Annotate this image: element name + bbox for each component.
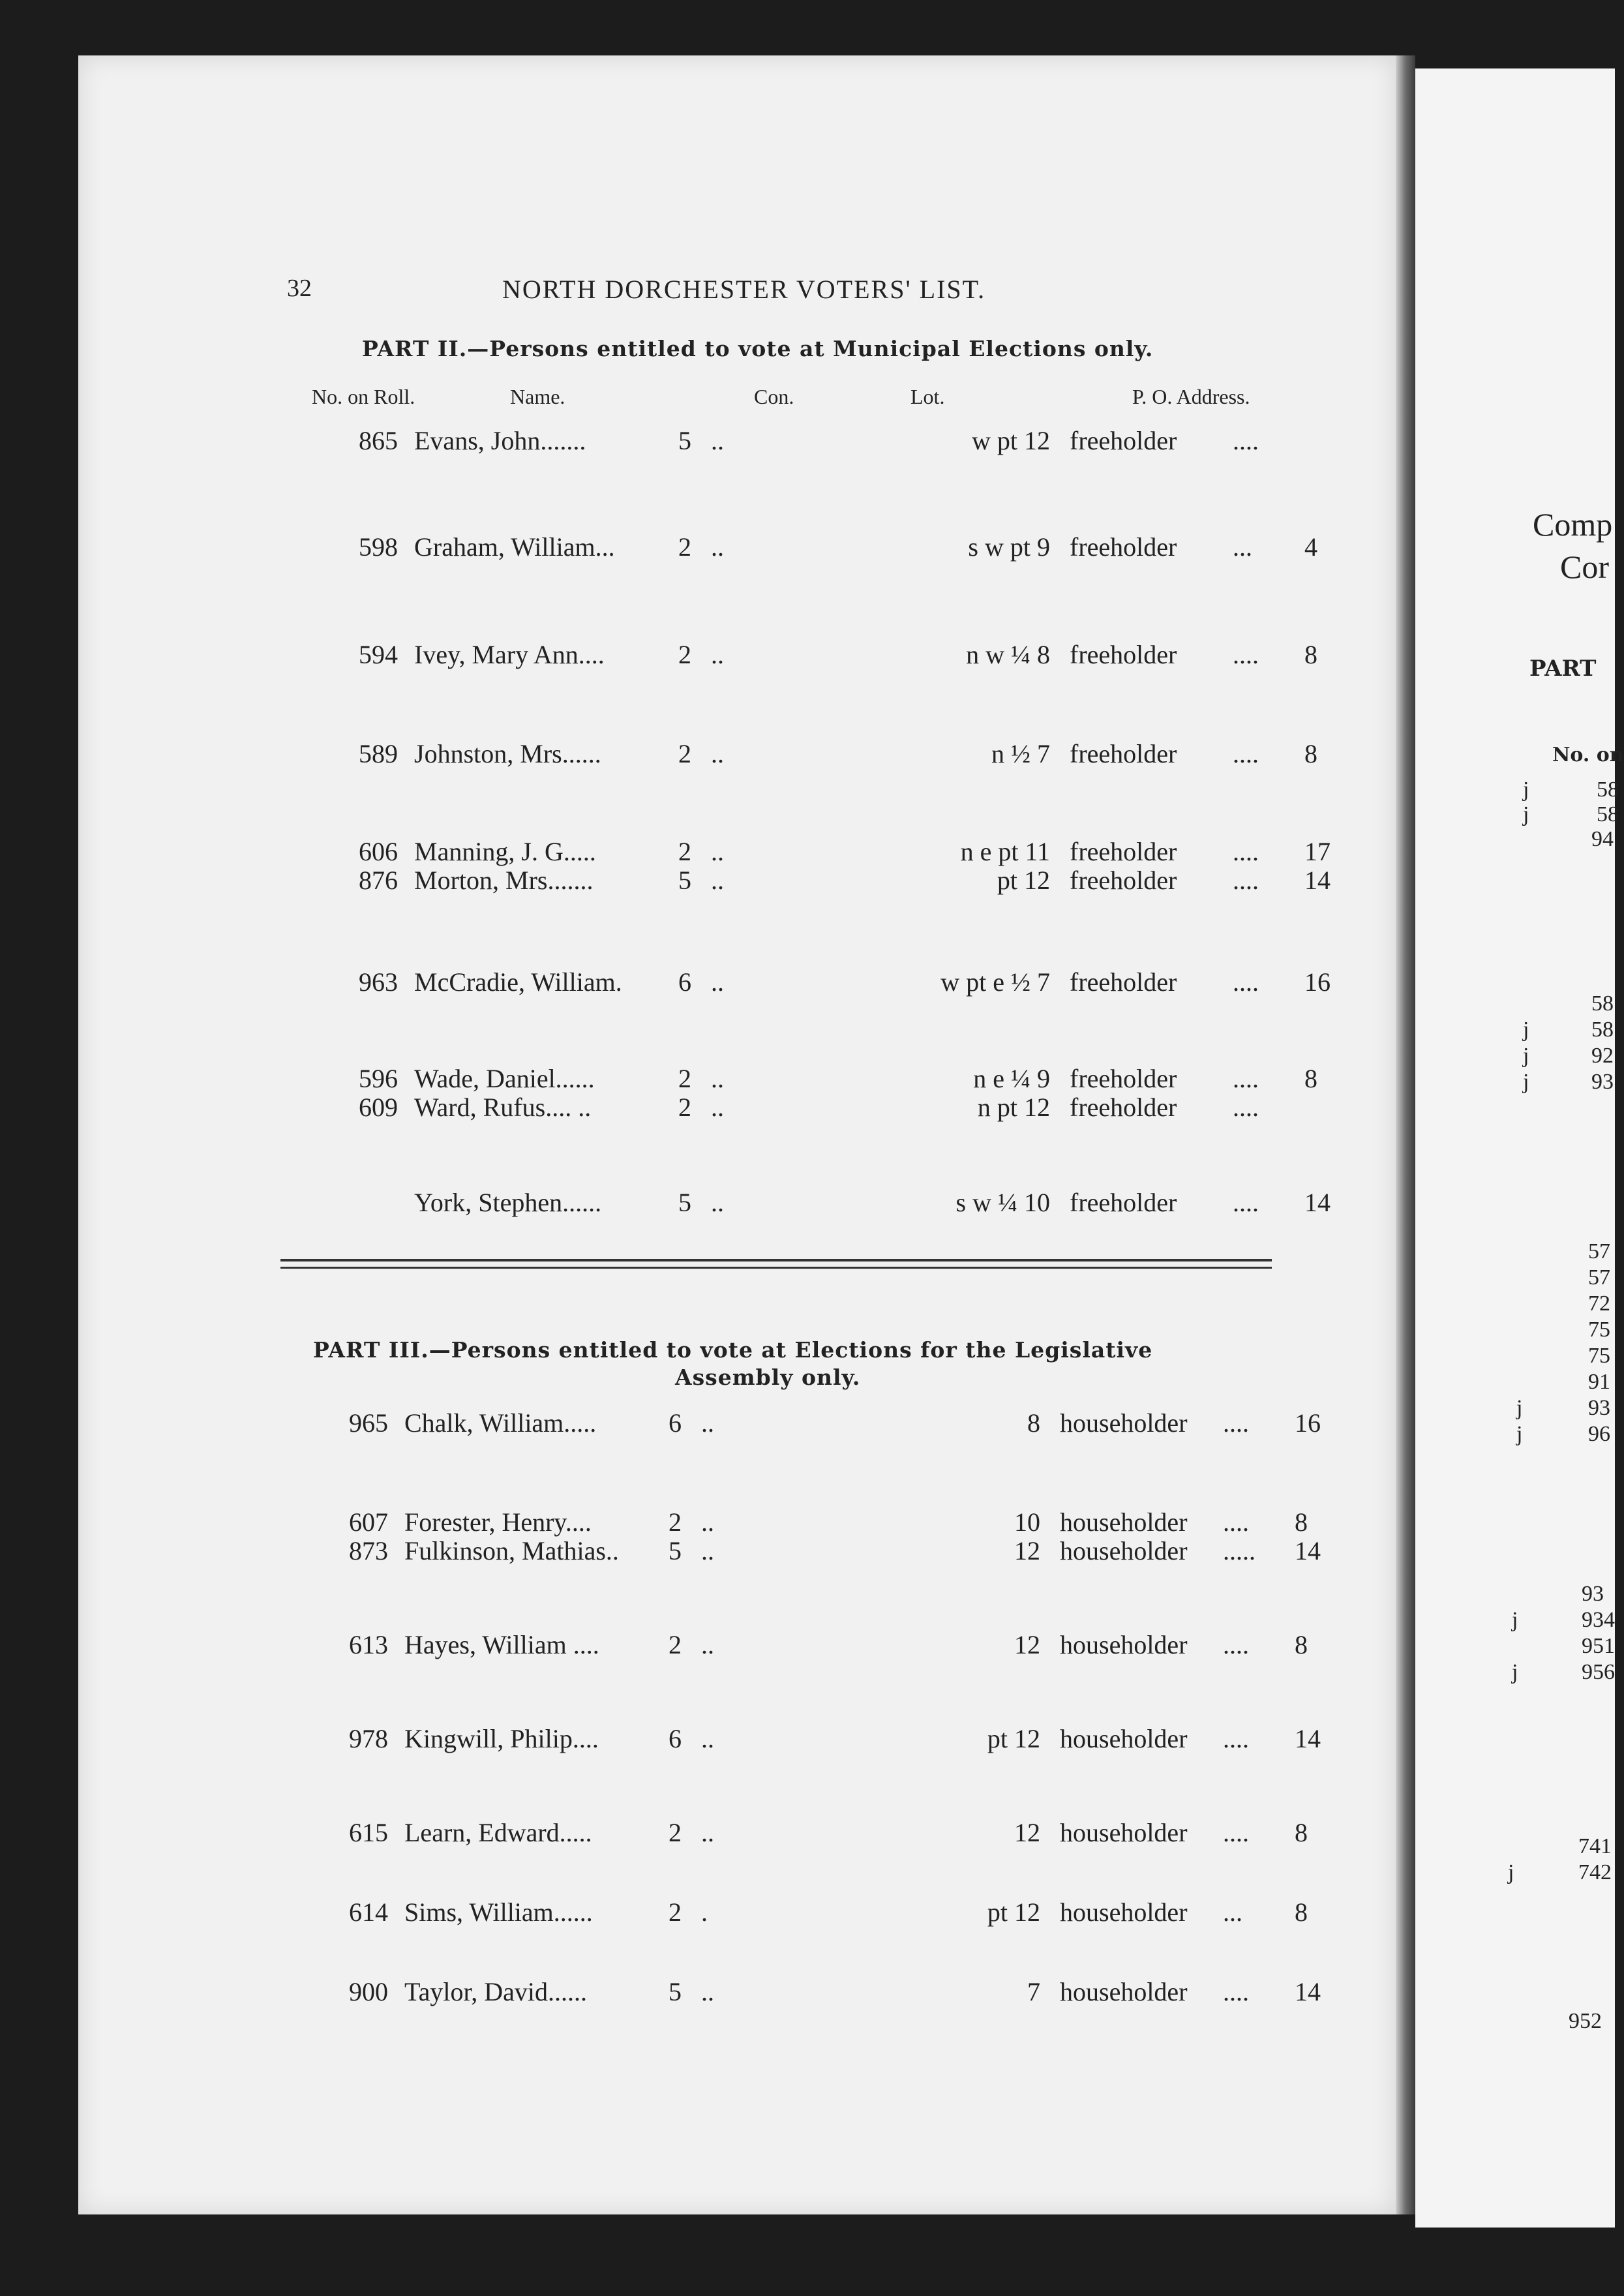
voter-name: Ivey, Mary Ann.... — [414, 640, 605, 669]
leader-dots: .. — [711, 739, 724, 768]
po-address: freeholder — [1070, 967, 1177, 997]
trailing-number: 8 — [1304, 739, 1317, 768]
leader-dots: .... — [1233, 1188, 1259, 1217]
concession: 2 — [678, 837, 691, 866]
po-address: freeholder — [1070, 1093, 1177, 1122]
roll-number: 58 — [1597, 778, 1619, 802]
juror-marker: j — [1523, 1018, 1529, 1042]
trailing-number: 8 — [1295, 1507, 1308, 1537]
lot: n e ¼ 9 — [973, 1064, 1050, 1093]
section-divider — [280, 1259, 1272, 1261]
roll-number: 93 — [1582, 1582, 1604, 1606]
juror-marker: j — [1523, 1070, 1529, 1094]
roll-number: 72 — [1588, 1292, 1610, 1316]
col-header-address: P. O. Address. — [1132, 385, 1250, 408]
leader-dots: .... — [1233, 866, 1259, 895]
po-address: freeholder — [1070, 426, 1177, 455]
part2-heading: PART II.—Persons entitled to vote at Municipal Elections only. — [362, 336, 1154, 361]
lot: 8 — [1027, 1408, 1040, 1438]
roll-number: 900 — [349, 1977, 388, 2006]
roll-number: 876 — [359, 866, 398, 895]
voter-name: Johnston, Mrs...... — [414, 739, 601, 768]
voter-name: Graham, William... — [414, 532, 615, 562]
concession: 5 — [669, 1536, 682, 1565]
trailing-number: 8 — [1295, 1818, 1308, 1847]
leader-dots: .... — [1233, 426, 1259, 455]
po-address: householder — [1060, 1897, 1188, 1927]
roll-number: 58 — [1591, 991, 1614, 1016]
leader-dots: .... — [1223, 1630, 1249, 1659]
leader-dots: .. — [711, 1093, 724, 1122]
lot: 10 — [1014, 1507, 1040, 1537]
roll-number: 613 — [349, 1630, 388, 1659]
trailing-number: 17 — [1304, 837, 1331, 866]
po-address: householder — [1060, 1630, 1188, 1659]
voter-name: Ward, Rufus.... .. — [414, 1093, 592, 1122]
left-page — [78, 55, 1396, 2214]
lot: n pt 12 — [977, 1093, 1050, 1122]
roll-number: 75 — [1588, 1344, 1610, 1368]
lot: 12 — [1014, 1818, 1040, 1847]
trailing-number: 14 — [1304, 866, 1331, 895]
right-page-title: Comp — [1533, 506, 1613, 543]
roll-number: 865 — [359, 426, 398, 455]
trailing-number: 14 — [1295, 1724, 1321, 1753]
page-number: 32 — [287, 275, 312, 302]
po-address: householder — [1060, 1408, 1188, 1438]
juror-marker: j — [1523, 1044, 1529, 1068]
concession: 5 — [678, 1188, 691, 1217]
voter-name: McCradie, William. — [414, 967, 622, 997]
trailing-number: 8 — [1295, 1897, 1308, 1927]
leader-dots: .. — [711, 640, 724, 669]
lot: pt 12 — [987, 1897, 1040, 1927]
lot: w pt 12 — [972, 426, 1050, 455]
po-address: householder — [1060, 1818, 1188, 1847]
col-header-con: Con. — [754, 385, 794, 408]
voter-name: Chalk, William..... — [404, 1408, 597, 1438]
juror-marker: j — [1512, 1660, 1518, 1684]
roll-number: 934 — [1582, 1608, 1615, 1632]
leader-dots: .. — [701, 1818, 714, 1847]
lot: pt 12 — [997, 866, 1050, 895]
running-title: NORTH DORCHESTER VOTERS' LIST. — [502, 275, 986, 304]
po-address: freeholder — [1070, 1064, 1177, 1093]
leader-dots: ... — [1223, 1897, 1242, 1927]
concession: 2 — [678, 1064, 691, 1093]
juror-marker: j — [1523, 778, 1529, 802]
juror-marker: j — [1516, 1396, 1523, 1420]
leader-dots: .. — [711, 837, 724, 866]
leader-dots: .. — [701, 1977, 714, 2006]
concession: 5 — [669, 1977, 682, 2006]
concession: 5 — [678, 426, 691, 455]
lot: n w ¼ 8 — [966, 640, 1050, 669]
section-divider — [280, 1267, 1272, 1269]
lot: s w ¼ 10 — [955, 1188, 1050, 1217]
roll-number: 58 — [1591, 1018, 1614, 1042]
lot: n e pt 11 — [960, 837, 1050, 866]
roll-number: 873 — [349, 1536, 388, 1565]
leader-dots: .. — [711, 426, 724, 455]
roll-number: 609 — [359, 1093, 398, 1122]
po-address: freeholder — [1070, 837, 1177, 866]
concession: 2 — [669, 1818, 682, 1847]
voter-name: Wade, Daniel...... — [414, 1064, 595, 1093]
lot: w pt e ½ 7 — [940, 967, 1050, 997]
roll-number: 93 — [1588, 1396, 1610, 1420]
part3-heading-cont: Assembly only. — [675, 1365, 861, 1390]
lot: s w pt 9 — [968, 532, 1050, 562]
leader-dots: .... — [1223, 1977, 1249, 2006]
roll-number: 91 — [1588, 1370, 1610, 1394]
roll-number: 92 — [1591, 1044, 1614, 1068]
roll-number: 965 — [349, 1408, 388, 1438]
concession: 6 — [669, 1408, 682, 1438]
leader-dots: .... — [1233, 1064, 1259, 1093]
voter-name: Learn, Edward..... — [404, 1818, 592, 1847]
trailing-number: 14 — [1304, 1188, 1331, 1217]
concession: 2 — [669, 1897, 682, 1927]
po-address: freeholder — [1070, 640, 1177, 669]
leader-dots: .... — [1223, 1507, 1249, 1537]
leader-dots: .. — [701, 1408, 714, 1438]
roll-number: 978 — [349, 1724, 388, 1753]
page-gutter — [1396, 55, 1415, 2214]
leader-dots: ... — [1233, 532, 1252, 562]
concession: 6 — [678, 967, 691, 997]
right-page-part-label: PART — [1529, 656, 1597, 682]
leader-dots: .. — [701, 1536, 714, 1565]
roll-number: 606 — [359, 837, 398, 866]
concession: 5 — [678, 866, 691, 895]
leader-dots: .... — [1223, 1724, 1249, 1753]
concession: 2 — [678, 532, 691, 562]
trailing-number: 16 — [1304, 967, 1331, 997]
roll-number: 596 — [359, 1064, 398, 1093]
right-page — [1415, 68, 1615, 2228]
trailing-number: 8 — [1304, 1064, 1317, 1093]
leader-dots: .. — [711, 532, 724, 562]
roll-number: 742 — [1578, 1860, 1612, 1884]
right-page-col-label: No. on — [1552, 744, 1624, 766]
lot: pt 12 — [987, 1724, 1040, 1753]
roll-number: 93 — [1591, 1070, 1614, 1094]
leader-dots: .. — [701, 1724, 714, 1753]
lot: 12 — [1014, 1630, 1040, 1659]
roll-number: 96 — [1588, 1422, 1610, 1446]
roll-number: 57 — [1588, 1265, 1610, 1290]
roll-number: 951 — [1582, 1634, 1615, 1658]
lot: 12 — [1014, 1536, 1040, 1565]
roll-number: 589 — [359, 739, 398, 768]
trailing-number: 14 — [1295, 1977, 1321, 2006]
po-address: freeholder — [1070, 1188, 1177, 1217]
leader-dots: .... — [1223, 1408, 1249, 1438]
trailing-number: 8 — [1304, 640, 1317, 669]
po-address: freeholder — [1070, 532, 1177, 562]
roll-number: 594 — [359, 640, 398, 669]
juror-marker: j — [1523, 802, 1529, 826]
po-address: freeholder — [1070, 866, 1177, 895]
concession: 2 — [669, 1630, 682, 1659]
leader-dots: ..... — [1223, 1536, 1256, 1565]
voter-name: Kingwill, Philip.... — [404, 1724, 599, 1753]
roll-number: 607 — [349, 1507, 388, 1537]
voter-name: Morton, Mrs....... — [414, 866, 594, 895]
voter-name: Sims, William...... — [404, 1897, 593, 1927]
voter-name: Evans, John....... — [414, 426, 586, 455]
leader-dots: .... — [1233, 967, 1259, 997]
voter-name: Fulkinson, Mathias.. — [404, 1536, 619, 1565]
leader-dots: .... — [1233, 837, 1259, 866]
roll-number: 75 — [1588, 1318, 1610, 1342]
juror-marker: j — [1508, 1860, 1514, 1884]
roll-number: 956 — [1582, 1660, 1615, 1684]
po-address: householder — [1060, 1507, 1188, 1537]
roll-number: 615 — [349, 1818, 388, 1847]
col-header-name: Name. — [510, 385, 565, 408]
voter-name: Manning, J. G..... — [414, 837, 596, 866]
juror-marker: j — [1512, 1608, 1518, 1632]
lot: n ½ 7 — [991, 739, 1050, 768]
trailing-number: 8 — [1295, 1630, 1308, 1659]
voter-name: Forester, Henry.... — [404, 1507, 592, 1537]
roll-number: 741 — [1578, 1834, 1612, 1858]
trailing-number: 4 — [1304, 532, 1317, 562]
col-header-roll: No. on Roll. — [312, 385, 415, 408]
leader-dots: .... — [1223, 1818, 1249, 1847]
roll-number: 963 — [359, 967, 398, 997]
leader-dots: .. — [701, 1507, 714, 1537]
voter-name: Taylor, David...... — [404, 1977, 587, 2006]
po-address: householder — [1060, 1724, 1188, 1753]
leader-dots: .. — [711, 1188, 724, 1217]
roll-number: 58 — [1597, 802, 1619, 826]
roll-number: 598 — [359, 532, 398, 562]
leader-dots: .... — [1233, 1093, 1259, 1122]
po-address: householder — [1060, 1536, 1188, 1565]
col-header-lot: Lot. — [910, 385, 945, 408]
concession: 2 — [678, 640, 691, 669]
voter-name: Hayes, William .... — [404, 1630, 599, 1659]
leader-dots: .. — [711, 1064, 724, 1093]
concession: 2 — [678, 1093, 691, 1122]
roll-number: 614 — [349, 1897, 388, 1927]
part3-heading: PART III.—Persons entitled to vote at Elections for the Legislative — [313, 1337, 1153, 1363]
juror-marker: j — [1516, 1422, 1523, 1446]
roll-number: 952 — [1569, 2009, 1602, 2033]
voter-name: York, Stephen...... — [414, 1188, 602, 1217]
right-page-subtitle: Cor — [1560, 549, 1609, 585]
concession: 2 — [678, 739, 691, 768]
leader-dots: .. — [701, 1630, 714, 1659]
po-address: householder — [1060, 1977, 1188, 2006]
trailing-number: 16 — [1295, 1408, 1321, 1438]
leader-dots: .... — [1233, 640, 1259, 669]
po-address: freeholder — [1070, 739, 1177, 768]
roll-number: 57 — [1588, 1239, 1610, 1263]
trailing-number: 14 — [1295, 1536, 1321, 1565]
roll-number: 94 — [1591, 827, 1614, 851]
leader-dots: .. — [711, 967, 724, 997]
lot: 7 — [1027, 1977, 1040, 2006]
leader-dots: .... — [1233, 739, 1259, 768]
concession: 2 — [669, 1507, 682, 1537]
concession: 6 — [669, 1724, 682, 1753]
leader-dots: . — [701, 1897, 708, 1927]
leader-dots: .. — [711, 866, 724, 895]
